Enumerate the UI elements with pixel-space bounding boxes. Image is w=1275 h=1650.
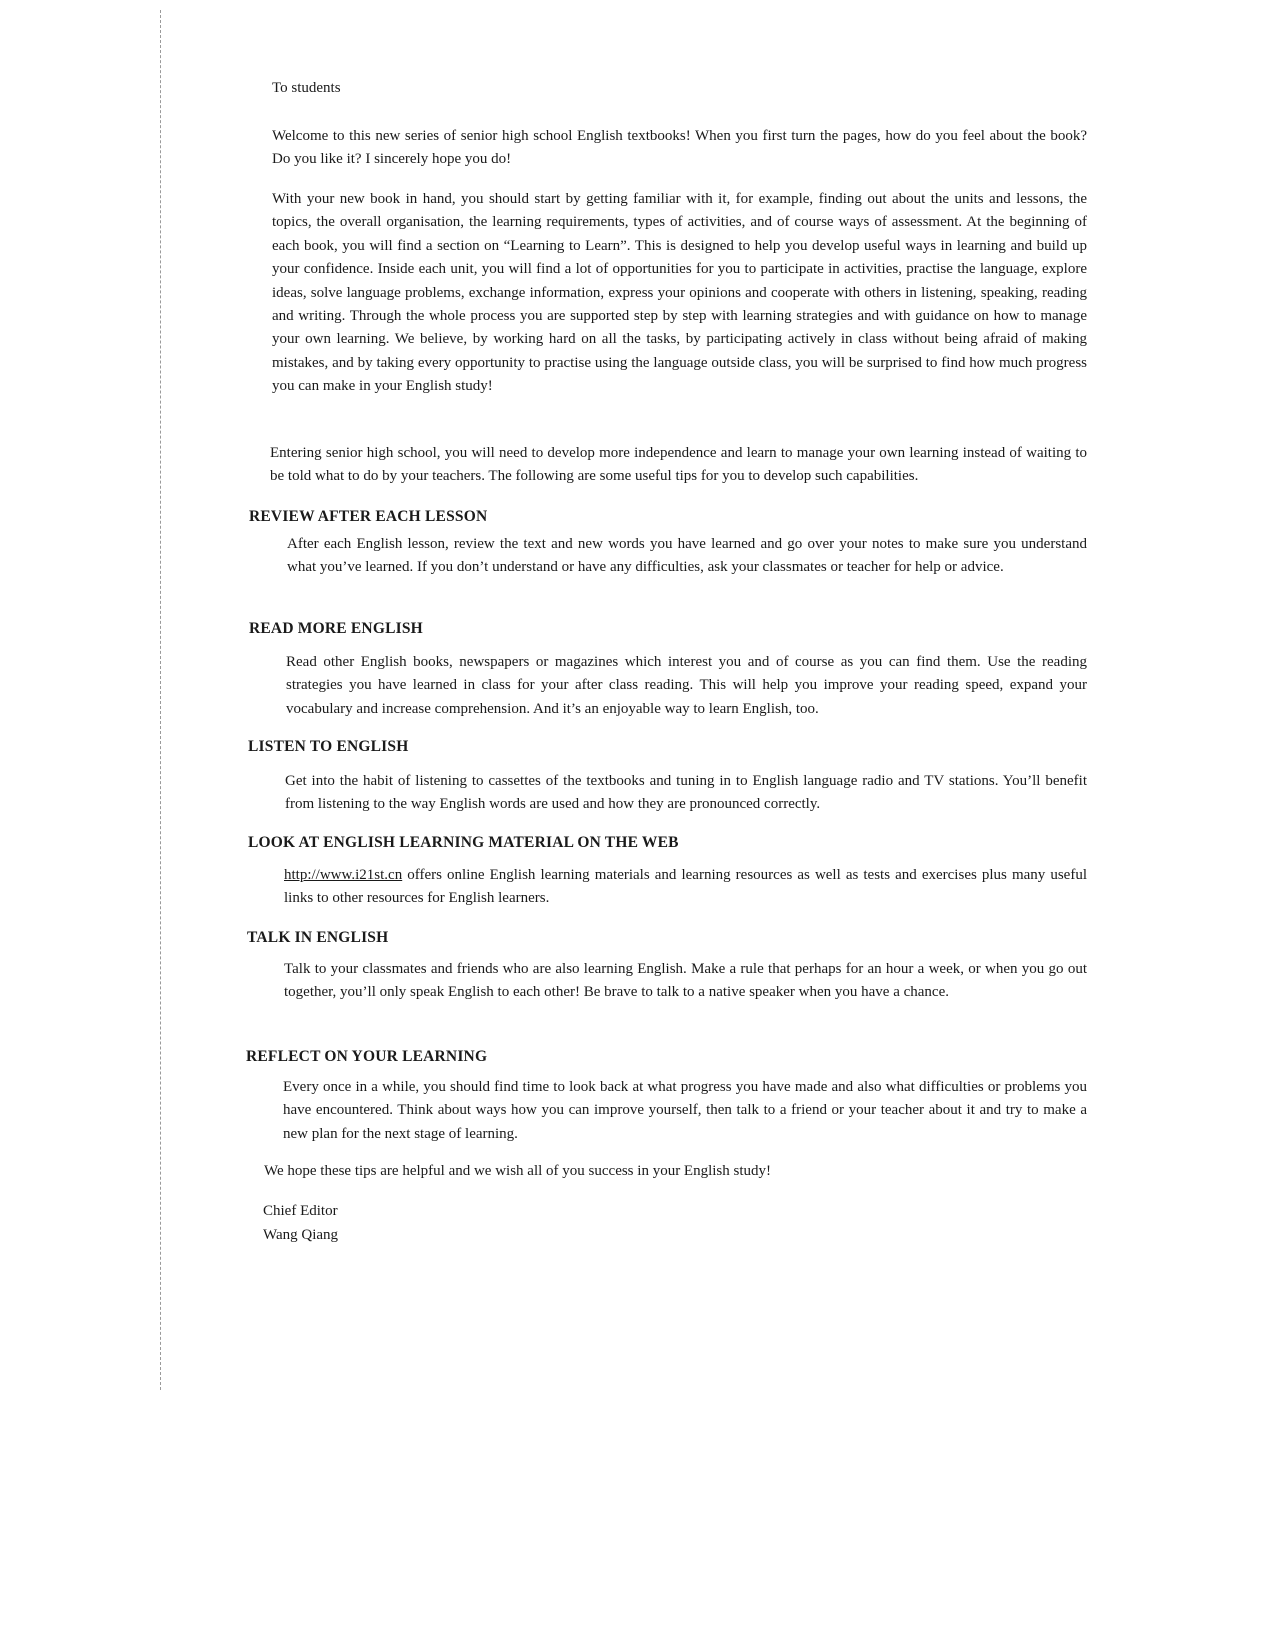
intro-paragraph-welcome: Welcome to this new series of senior high school English textbooks! When you first turn the pages, how do you feel about the book? Do you like it? I sincerely hope you do! — [272, 128, 1087, 168]
tip-heading-talk: TALK IN ENGLISH — [247, 929, 389, 946]
tip-body-review: After each English lesson, review the text and new words you have learned and go over your notes to make sure you understand what you’ve learned. If you don’t understand or have any difficulties, ask your classmates or teacher for help or advice. — [287, 536, 1087, 576]
tip-body-web — [284, 864, 1087, 911]
tip-heading-web: LOOK AT ENGLISH LEARNING MATERIAL ON THE WEB — [248, 834, 679, 851]
tip-heading-read: READ MORE ENGLISH — [249, 620, 423, 637]
intro-paragraph-independence: Entering senior high school, you will need to develop more independence and learn to manage your own learning instead of waiting to be told what to do by your teachers. The following are some useful tips for you to develop such capabilities. — [270, 445, 1087, 485]
tip-body-read: Read other English books, newspapers or magazines which interest you and of course as you can find them. Use the reading strategies you have learned in class for your after class reading. This will help you improve your reading speed, expand your vocabulary and increase comprehension. And it’s an enjoyable way to learn English, too. — [286, 654, 1087, 717]
tip-body-web-text: offers online English learning materials and learning resources as well as tests and exercises plus many useful links to other resources for English learners. — [284, 867, 1087, 907]
tip-body-listen: Get into the habit of listening to cassettes of the textbooks and tuning in to English language radio and TV stations. You’ll benefit from listening to the way English words are used and how they are pronounced correctly. — [285, 773, 1087, 813]
tip-heading-listen: LISTEN TO ENGLISH — [248, 738, 409, 755]
signature-title: Chief Editor — [263, 1203, 338, 1219]
intro-paragraph-getting-familiar: With your new book in hand, you should start by getting familiar with it, for example, finding out about the units and lessons, the topics, the overall organisation, the learning requirements, types of activities, and of course ways of assessment. At the beginning of each book, you will find a section on “Learning to Learn”. This is designed to help you develop useful ways in learning and build up your confidence. Inside each unit, you will find a lot of opportunities for you to participate in activities, practise the language, explore ideas, solve language problems, exchange information, express your opinions and cooperate with others in listening, speaking, reading and writing. Through the whole process you are supported step by step with learning strategies and with guidance on how to manage your own learning. We believe, by working hard on all the tasks, by participating actively in class without being afraid of making mistakes, and by taking every opportunity to practise using the language outside class, you will be surprised to find how much progress you can make in your English study! — [272, 191, 1087, 395]
tip-body-talk: Talk to your classmates and friends who are also learning English. Make a rule that perhaps for an hour a week, or when you go out together, you’ll only speak English to each other! Be brave to talk to a native speaker when you have a chance. — [284, 961, 1087, 1001]
signature-name: Wang Qiang — [263, 1227, 339, 1243]
tip-heading-reflect: REFLECT ON YOUR LEARNING — [246, 1048, 488, 1065]
tip-heading-review: REVIEW AFTER EACH LESSON — [249, 508, 488, 525]
salutation: To students — [272, 80, 341, 96]
closing-line: We hope these tips are helpful and we wish all of you success in your English study! — [264, 1163, 772, 1179]
tip-body-reflect: Every once in a while, you should find time to look back at what progress you have made and also what difficulties or problems you have encountered. Think about ways how you can improve yourself, then talk to a friend or your teacher about it and try to make a new plan for the next stage of learning. — [283, 1079, 1087, 1142]
website-link[interactable]: http://www.i21st.cn — [284, 867, 403, 883]
